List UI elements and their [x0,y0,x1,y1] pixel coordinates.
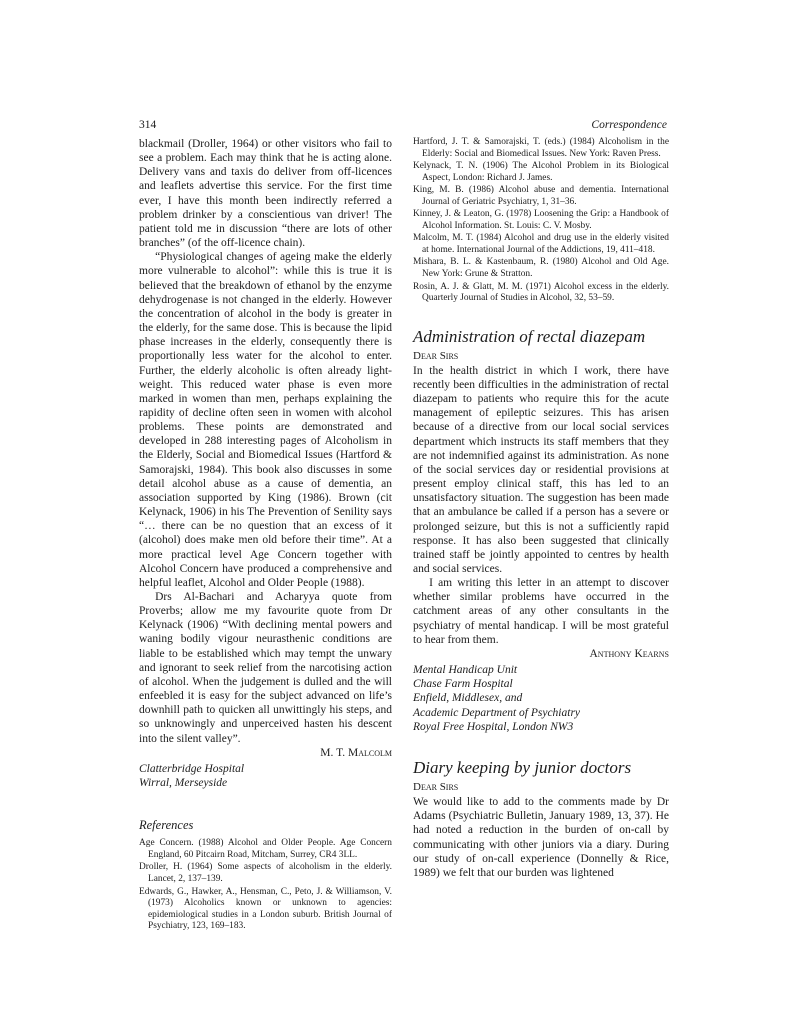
body-paragraph: In the health district in which I work, there have recently been difficulties in the administration of rectal diazepam to patients who require this for the acute management of epileptic seizures. This has arisen because of a directive from our local social services department which instructs its staff members that they are not indemnified against its administration. As none of the social services day or residential provisions at present employ clinical staff, this has led to an unsatisfactory situation. The suggestion has been made that an ambulance be called if a person has a severe or prolonged seizure, but this is not a sufficiently rapid response. It has also been suggested that clinically trained staff be jointly appointed to centres by health and social services. [413,364,669,575]
body-paragraph: blackmail (Droller, 1964) or other visitors who fail to see a problem. Each may think that he is acting alone. Delivery vans and taxis do deliver from off-licences and leaflets advertise this service. For the first time ever, I have this month been indirectly referred a problem drinker by a conscientious van driver! The patient told me in discussion “there are lots of other branches” (of the off-licence chain). [139,138,392,250]
references-heading: References [139,818,194,833]
rectal-diazepam-letter [413,327,669,734]
left-column [139,137,392,934]
address-line: Academic Department of Psychiatry [413,706,581,719]
reference-item: Mishara, B. L. & Kastenbaum, R. (1980) Alcohol and Old Age. New York: Grune & Stratton. [413,257,669,280]
reference-item: King, M. B. (1986) Alcohol abuse and dementia. International Journal of Geriatric Psychiatry, 1, 31–36. [413,185,669,207]
address-line: Royal Free Hospital, London NW3 [413,720,574,733]
reference-item: Rosin, A. J. & Glatt, M. M. (1971) Alcohol excess in the elderly. Quarterly Journal of Studies in Alcohol, 32, 53–59. [413,281,669,304]
reference-list [413,137,669,305]
reference-item: Droller, H. (1964) Some aspects of alcoholism in the elderly. Lancet, 2, 137–139. [139,862,392,884]
salutation: Dear Sirs [413,349,459,362]
reference-list [139,838,392,932]
letter-signature: Anthony Kearns [589,647,669,660]
author-address [139,762,392,790]
salutation: Dear Sirs [413,780,459,793]
running-head: Correspondence [591,119,667,131]
reference-item: Hartford, J. T. & Samorajski, T. (eds.) (1984) Alcoholism in the Elderly: Social and Biomedical Issues. New York: Raven Press. [413,137,669,159]
reference-item: Kinney, J. & Leaton, G. (1978) Loosening the Grip: a Handbook of Alcohol Information. St. Louis: C. V. Mosby. [413,209,669,231]
address-line: Clatterbridge Hospital [139,762,245,775]
right-column [413,137,669,880]
address-line: Mental Handicap Unit [413,664,518,677]
body-paragraph: We would like to add to the comments made by Dr Adams (Psychiatric Bulletin, January 1989, 13, 37). He had noted a reduction in the burden of on-call by communicating with other juniors via a diary. During our study of on-call experience (Donnelly & Rice, 1989) we felt that our burden was lightened [413,796,669,879]
diary-keeping-letter [413,758,669,880]
references-section [139,818,392,933]
page-header [139,119,667,135]
page-number: 314 [139,119,157,131]
address-line: Enfield, Middlesex, and [413,692,523,705]
reference-item: Age Concern. (1988) Alcohol and Older People. Age Concern England, 60 Pitcairn Road, Mitcham, Surrey, CR4 3LL. [139,838,392,860]
address-line: Chase Farm Hospital [413,678,513,691]
section-title: Diary keeping by junior doctors [413,757,632,777]
section-title: Administration of rectal diazepam [413,326,646,346]
reference-item: Kelynack, T. N. (1906) The Alcohol Problem in its Biological Aspect, London: Richard J. James. [413,161,669,183]
reference-item: Edwards, G., Hawker, A., Hensman, C., Peto, J. & Williamson, V. (1973) Alcoholics known or unknown to agencies: epidemiological studies in a London suburb. British Journal of Psychiatry, 123, 169–183. [139,886,392,932]
author-address [413,663,669,734]
body-paragraph: “Physiological changes of ageing make the elderly more vulnerable to alcohol”: while this is true it is believed that the breakdown of ethanol by the enzyme dehydrogenase is not changed in the elderly. However the concentration of alcohol in the body is greater in the elderly, for the same dose. This is because the lipid phase increases in the elderly, consequently there is proportionally less water for the alcohol to enter. Further, the elderly alcoholic is often already light-weight. This reduced water phase is even more marked in women than men, perhaps explaining the rapidity of decline often seen in women with alcohol problems. These points are demonstrated and developed in 288 interesting pages of Alcoholism in the Elderly, Social and Biomedical Issues (Hartford & Samorajski, 1984). This book also discusses in some detail alcohol abuse as a cause of dementia, an association supported by King (1986). Brown (cit Kelynack, 1906) in his The Prevention of Senility says “… there can be no question that an excess of it (alcohol) does make men old before their time”. At a more practical level Age Concern together with Alcohol Concern have produced a comprehensive and helpful leaflet, Alcohol and Older People (1988). [139,251,392,589]
body-paragraph: I am writing this letter in an attempt to discover whether similar problems have occurred in the catchment areas of any other consultants in the psychiatry of mental handicap. I will be most grateful to hear from them. [413,577,669,646]
address-line: Wirral, Merseyside [139,777,228,790]
body-paragraph: Drs Al-Bachari and Acharyya quote from Proverbs; allow me my favourite quote from Dr Kelynack (1906) “With declining mental powers and waning bodily vigour neurasthenic conditions are liable to be established which may tempt the unwary and ignorant to seek relief from the narcotising action of alcohol. When the judgement is dulled and the will enfeebled it is easy for the subject advanced on life’s downhill path to quicken all unwittingly his steps, and so unknowingly and unperceived hasten his descent into the silent valley”. [139,591,392,745]
letter-signature: M. T. Malcolm [320,746,392,759]
reference-item: Malcolm, M. T. (1984) Alcohol and drug use in the elderly visited at home. International Journal of the Addictions, 19, 411–418. [413,233,669,255]
